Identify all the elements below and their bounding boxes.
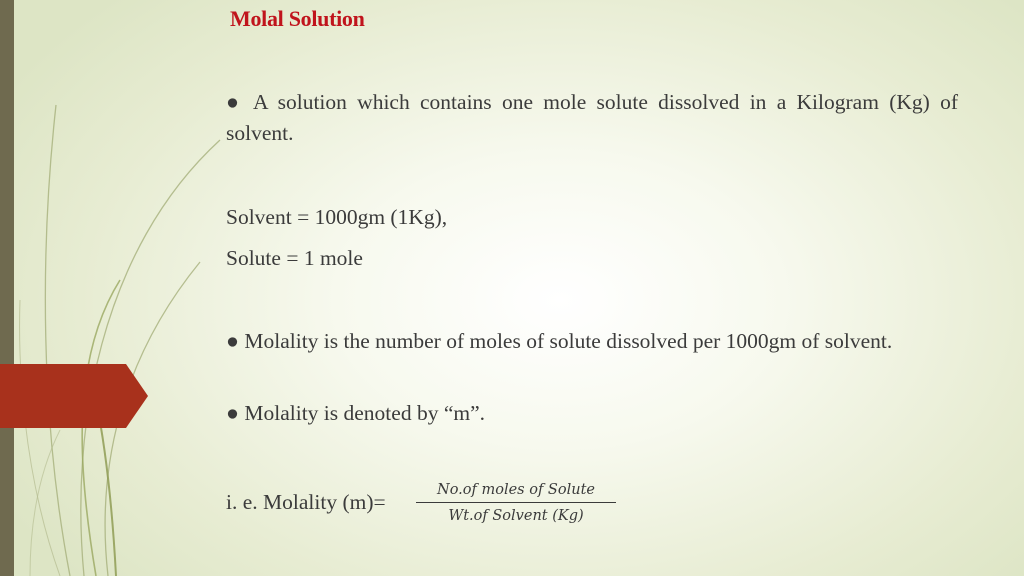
solvent-line: Solvent = 1000gm (1Kg),	[226, 205, 448, 229]
formula-prefix: i. e. Molality (m)=	[226, 490, 386, 514]
solute-line: Solute = 1 mole	[226, 246, 363, 270]
slide-title: Molal Solution	[230, 6, 365, 31]
decorative-grass-lines	[0, 0, 260, 576]
red-accent-tab	[0, 364, 148, 428]
formula-fraction	[416, 480, 616, 526]
formula-denominator: Wt.of Solvent (Kg)	[448, 508, 584, 524]
bullet-molality-symbol: ● Molality is denoted by “m”.	[226, 401, 485, 425]
bullet-molal-definition: ● A solution which contains one mole solute dissolved in a Kilogram (Kg) of solvent.	[226, 90, 958, 145]
bullet-molality-definition: ● Molality is the number of moles of solute dissolved per 1000gm of solvent.	[226, 329, 893, 353]
fraction-bar	[416, 502, 616, 503]
formula-numerator: No.of moles of Solute	[437, 482, 595, 498]
